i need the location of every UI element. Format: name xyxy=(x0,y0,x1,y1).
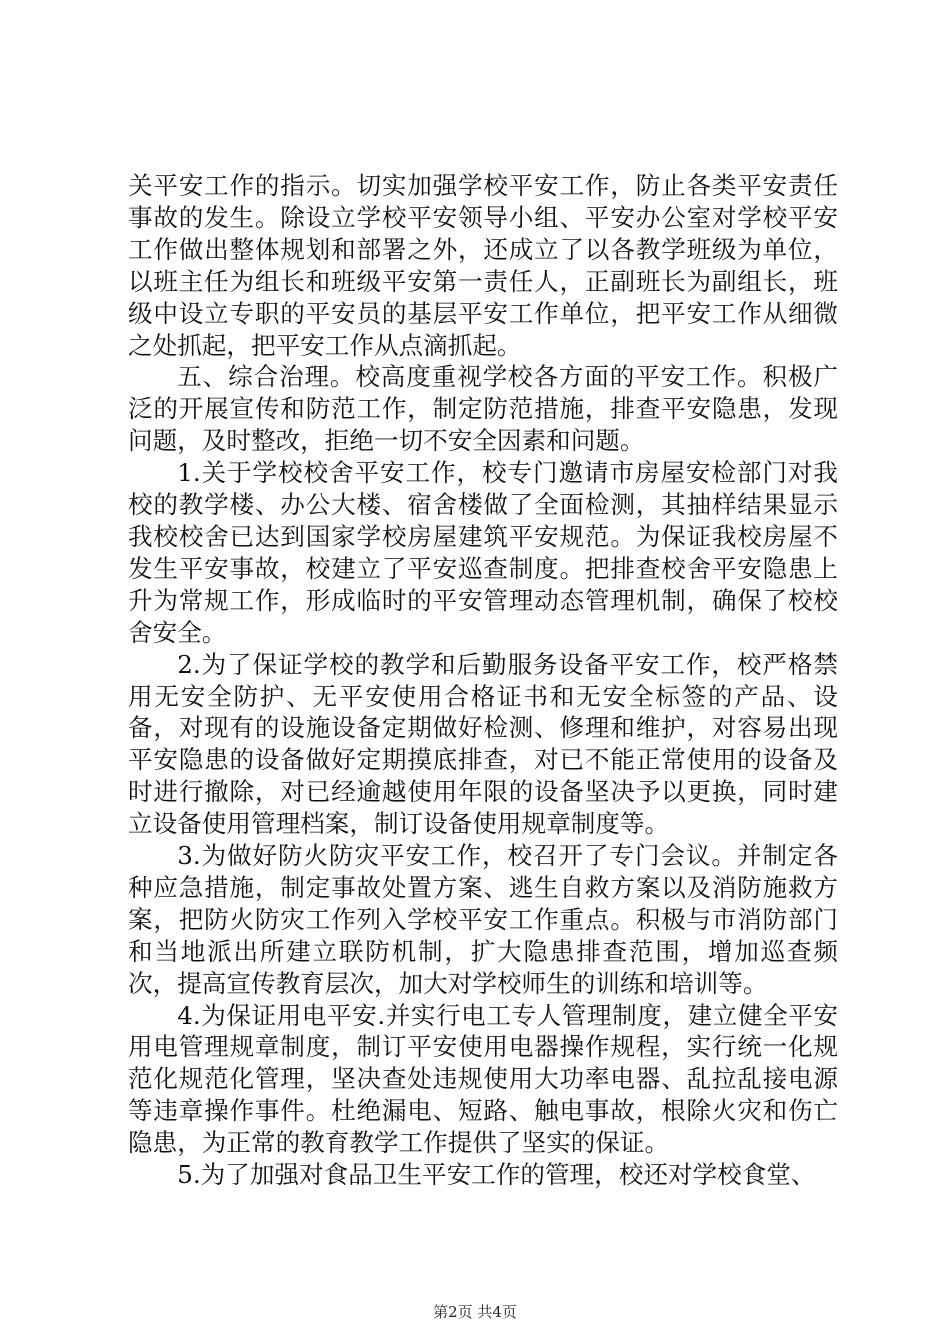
document-body xyxy=(128,170,838,1191)
paragraph-item-4: 4.为保证用电平安.并实行电工专人管理制度，建立健全平安用电管理规章制度，制订平安使用电器操作规程，实行统一化规范化规范化管理，坚决查处违规使用大功率电器、乱拉乱接电源等违章操作事件。杜绝漏电、短路、触电事故，根除火灾和伤亡隐患，为正常的教育教学工作提供了坚实的保证。 xyxy=(128,1000,838,1158)
paragraph-item-2: 2.为了保证学校的教学和后勤服务设备平安工作，校严格禁用无安全防护、无平安使用合格证书和无安全标签的产品、设备，对现有的设施设备定期做好检测、修理和维护，对容易出现平安隐患的设备做好定期摸底排查，对已不能正常使用的设备及时进行撤除，对已经逾越使用年限的设备坚决予以更换，同时建立设备使用管理档案，制订设备使用规章制度等。 xyxy=(128,649,838,839)
paragraph-continuation: 关平安工作的指示。切实加强学校平安工作，防止各类平安责任事故的发生。除设立学校平安领导小组、平安办公室对学校平安工作做出整体规划和部署之外，还成立了以各教学班级为单位，以班主任为组长和班级平安第一责任人，正副班长为副组长，班级中设立专职的平安员的基层平安工作单位，把平安工作从细微之处抓起，把平安工作从点滴抓起。 xyxy=(128,171,838,360)
page-footer: 第2页 共4页 xyxy=(433,1303,517,1321)
paragraph-section-five: 五、综合治理。校高度重视学校各方面的平安工作。积极广泛的开展宣传和防范工作，制定防范措施，排查平安隐患，发现问题，及时整改，拒绝一切不安全因素和问题。 xyxy=(128,362,838,456)
paragraph-item-3: 3.为做好防火防灾平安工作，校召开了专门会议。并制定各种应急措施，制定事故处置方案、逃生自救方案以及消防施救方案，把防火防灾工作列入学校平安工作重点。积极与市消防部门和当地派出所建立联防机制，扩大隐患排查范围，增加巡查频次，提高宣传教育层次，加大对学校师生的训练和培训等。 xyxy=(128,841,838,998)
paragraph-item-1: 1.关于学校校舍平安工作，校专门邀请市房屋安检部门对我校的教学楼、办公大楼、宿舍楼做了全面检测，其抽样结果显示我校校舍已达到国家学校房屋建筑平安规范。为保证我校房屋不发生平安事故，校建立了平安巡查制度。把排查校舍平安隐患上升为常规工作，形成临时的平安管理动态管理机制，确保了校校舍安全。 xyxy=(128,458,838,647)
paragraph-item-5: 5.为了加强对食品卫生平安工作的管理，校还对学校食堂、 xyxy=(177,1160,816,1190)
